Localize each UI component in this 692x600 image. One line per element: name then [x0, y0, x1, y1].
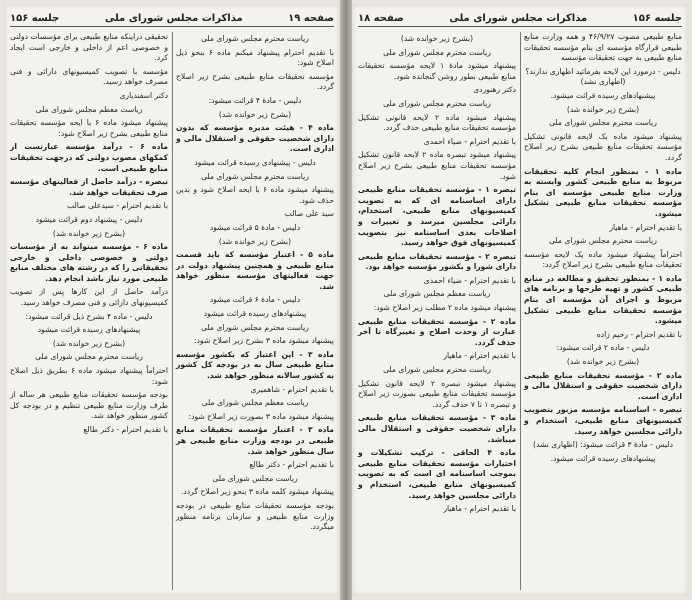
paragraph: ریاست محترم مجلس شورای ملی: [35, 352, 143, 362]
paragraph: پیشنهاد میشود ماده ۲ مطلب زیر اصلاح شود:: [373, 303, 516, 313]
paragraph: ریاست محترم مجلس شورای ملی: [383, 365, 491, 375]
paragraph: دلیس - مادهٔ ۶ قرائت میشود: [209, 295, 301, 305]
paragraph: دلیس - ماده ۲ قرائت میشود:: [556, 343, 650, 353]
paragraph: ریاست معظم مجلس شورای ملی: [35, 104, 143, 114]
paragraph: ماده ۴ - هیئت مدیره مؤسسه که بدون دارای شخصیت حقوقی و استقلال مالی و اداری است.: [176, 123, 335, 154]
paragraph: پیشنهاد میشود ماده ۶ با ایحه مؤسسه تحقیقات منابع طبیعی بشرح زیر اصلاح شود:: [10, 118, 168, 138]
paragraph: ریاست معظم مجلس شورای ملی: [201, 398, 309, 408]
left-page-left-column: [10, 32, 168, 590]
paragraph: ماده ۲ - مؤسسه تحقیقات منابع طبیعی عبارت از وحدت اصلاح و تغییرگاه تا آخر حذف گردد.: [358, 316, 517, 347]
paragraph: بودجه مؤسسه تحقیقات منابع طبیعی هر ساله از طرف وزارت منابع طبیعی تنظیم و در بودجه کل کشور منظور خواهد شد.: [10, 390, 168, 421]
column-divider: [520, 32, 521, 590]
paragraph: با تقدیم احترام پیشنهاد میکنم ماده ۶ بنحو ذیل اصلاح شود:: [176, 47, 335, 68]
paragraph: ریاست محترم مجلس شورای ملی: [549, 118, 657, 128]
paragraph: پیشنهاد میشود ماده ۳ بصورت زیر اصلاح شود:: [188, 411, 334, 421]
paragraph: دلیس - مادهٔ ۳ قرائت میشود: (اظهاری نشد): [532, 440, 674, 450]
paragraph: با تقدیم احترام - ماهیار: [443, 351, 516, 361]
paragraph: دلیس - ماده ۴ بشرح ذیل قرائت میشود:: [25, 311, 153, 321]
paragraph: (بشرح زیر خوانده شد): [566, 104, 640, 114]
paragraph: پیشنهادهای رسیده قرائت میشود: [37, 325, 141, 335]
paragraph: تحقیقی دراینکه منابع طبیعی برای مؤسسات دولتی و خصوصی اعم از داخلی و خارجی است ایجاد کرد.: [9, 32, 168, 63]
paragraph: (بشرح زیر خوانده شد): [218, 236, 292, 246]
paragraph: بودجه مؤسسه تحقیقات منابع طبیعی در بودجه وزارت منابع طبیعی و سازمان برنامه منظور میگردد.: [176, 500, 334, 532]
paragraph: دلیس - مادهٔ ۵ قرائت میشود: [209, 222, 301, 232]
paragraph: منابع طبیعی مصوب ۴۶/۹/۲۷ و همه وزارت منابع طبیعی قرارگاه مؤسسه ای بنام مؤسسه تحقیقات منابع طبیعی به جهت تحقیقات مؤسسه: [524, 32, 682, 63]
right-page-header: [358, 10, 682, 27]
right-page-right-column: [524, 32, 682, 590]
session-number: جلسه ۱۵۶: [10, 12, 60, 24]
paragraph: با تقدیم احترام - ضیاء احمدی: [423, 136, 516, 146]
paragraph: ماده ۳ - این اعتبار که بکشور مؤسسه منابع طبیعی سال به در بودجه کل کشور به کشور سالانه منظور خواهد شد.: [176, 349, 334, 381]
paragraph: با تقدیم احترام - دکتر طالع: [83, 425, 168, 434]
paragraph: ماده ۶ - مؤسسه میتواند به از مؤسسات دولتی و خصوصی داخلی و خارجی تحقیقاتی را که در رشته های مختلف منابع طبیعی مورد نیاز باشد انجام دهد.: [10, 242, 168, 283]
paragraph: ماده ۱ - بمنظور تحقیق و مطالعه در منابع طبیعی کشور و تهیه طرحها و برنامه های مربوط و اجرای آن مؤسسه ای بنام مؤسسه تحقیقات منابع طبیعی تشکیل میشود.: [524, 273, 683, 326]
paragraph: ماده ۶ - درآمد مؤسسه عبارتست از کمکهای مصوب دولتی که درجهت تحقیقات منابع طبیعی است.: [10, 142, 168, 173]
paragraph: پیشنهاد میشود تبصره ماده ۲ لایحه قانون تشکیل مؤسسه تحقیقات منابع طبیعی بشرح زیر اصلاح شود.: [358, 150, 516, 181]
column-divider: [172, 32, 173, 590]
paragraph: ریاست محترم مجلس شورای ملی: [549, 236, 657, 246]
paragraph: ریاست محترم مجلس شورای ملی: [201, 34, 309, 43]
paragraph: (بشرح زیر خوانده شد): [218, 109, 292, 119]
paragraph: سید علی صالب: [284, 209, 334, 219]
paragraph: تبصره - اساسنامه مؤسسه مزبور بتصویب کمیسیونهای منابع طبیعی، استخدام و دارائی مجلسین خواهد رسید.: [524, 405, 682, 436]
page-number: صفحه ۱۸: [358, 12, 404, 24]
paragraph: ریاست معظم مجلس شورای ملی: [383, 289, 491, 299]
left-page: [4, 4, 340, 596]
paragraph: با تقدیم احترام - شاهمیری: [250, 384, 334, 394]
paragraph: با تقدیم احترام - دکتر طالع: [249, 460, 334, 470]
paragraph: دلیس - درمورد این لایحه بفرمائید اظهاری ندارند؟ (اظهاری نشد): [525, 66, 681, 87]
paragraph: پیشنهادهای رسیده قرائت میشود.: [550, 453, 656, 463]
paragraph: با تقدیم احترام - ماهیار: [443, 504, 516, 514]
session-number: جلسه ۱۵۶: [632, 12, 682, 24]
left-page-right-column: [176, 32, 334, 590]
paragraph: (بشرح زیر خوانده شد): [52, 228, 126, 238]
paragraph: پیشنهاد میشود ماده یک لایحه قانونی تشکیل مؤسسه تحقیقات منابع طبیعی بشرح زیر اصلاح گردد.: [524, 131, 682, 162]
paragraph: ماده ۴ الحاقی - ترکیب تشکیلات و اختیارات مؤسسه تحقیقات منابع طبیعی بموجب اساسنامه ای است که به تصویب کمیسیونهای منابع طبیعی، استخدام و دارائی مجلسین خواهد رسید.: [358, 448, 516, 500]
paragraph: ریاست محترم مجلس شورای ملی: [201, 322, 309, 332]
paragraph: دلیس - مادهٔ ۴ قرائت میشود:: [208, 95, 302, 105]
paragraph: با تقدیم احترام - ماهیار: [609, 222, 682, 232]
book-gutter: [340, 0, 352, 600]
paragraph: پیشنهاد میشود ماده ۲ لایحه قانونی تشکیل مؤسسه تحقیقات منابع طبیعی حذف گردد.: [358, 112, 516, 133]
paragraph: پیشنهاد میشود کلمه ماده ۳ بنحو زیر اصلاح گردد.: [180, 487, 334, 497]
paragraph: (بشرح زیر خوانده شد): [566, 357, 640, 367]
right-page: [352, 4, 688, 596]
paragraph: پیشنهادهای رسیده قرائت میشود.: [550, 90, 656, 100]
paragraph: پیشنهاد میشود مادهٔ ۱ لایحه مؤسسه تحقیقات منابع طبیعی بطور روشن گنجانده شود.: [358, 61, 516, 81]
paragraph: مؤسسه با تصویب کمیسیونهای دارائی و فنی مصرف خواهد رسید.: [10, 66, 168, 87]
paragraph: احتراماً پیشنهاد میشود ماده یک لایحه مؤسسه تحقیقات منابع طبیعی بشرح زیر اصلاح گردد:: [524, 249, 682, 270]
paragraph: پیشنهادهای رسیده قرائت میشود: [203, 309, 307, 319]
paragraph: ماده ۳ - اعتبار مؤسسه تحقیقات منابع طبیعی در بودجه وزارت منابع طبیعی هر سال منظور خواهد شد.: [176, 425, 334, 456]
paragraph: دکتر اسفندیاری: [119, 90, 168, 100]
paragraph: مؤسسه تحقیقات منابع طبیعی بشرح زیر اصلاح گردد.: [176, 71, 334, 92]
paragraph: پیشنهاد میشود تبصره ۲ لایحه قانون تشکیل مؤسسه تحقیقات منابع طبیعی بصورت زیر اصلاح و تبصره ۱ تا ۷ حذف گردد.: [358, 378, 516, 409]
paragraph: درآمد حاصل از این کارها پس از تصویب کمیسیونهای دارائی و فنی مصرف خواهد رسید.: [10, 287, 168, 308]
paragraph: احتراماً پیشنهاد میشود ماده ۶ بطریق ذیل اصلاح شود:: [10, 366, 168, 386]
paragraph: ماده ۵ - اعتبار مؤسسه که باید قسمت منابع طبیعی و همچنین پیشنهاد دولت در جهت فعالیتهای مؤسسه منظور خواهد شد.: [176, 250, 334, 291]
paragraph: ریاست محترم مجلس شورای ملی: [383, 98, 491, 108]
page-title: مذاکرات مجلس شورای ملی: [449, 12, 588, 24]
paragraph: دلیس - پیشنهادی رسیده قرائت میشود: [194, 157, 316, 167]
paragraph: (بشرح زیر خوانده شد): [52, 338, 126, 348]
paragraph: با تقدیم احترام - ضیاء احمدی: [423, 275, 516, 285]
paragraph: (بشرح زیر خوانده شد): [400, 34, 474, 43]
paragraph: ماده ۱ - بمنظور انجام کلیه تحقیقات مربوط به منابع طبیعی کشور وابسته به وزارت منابع طبیعی مؤسسه ای بنام مؤسسه تحقیقات منابع طبیعی تشکیل میشود.: [524, 166, 682, 218]
paragraph: تبصره ۱ - مؤسسه تحقیقات منابع طبیعی دارای اساسنامه ای که به تصویب کمیسیونهای منابع طبیعی، استخدام، دارائی مجلسین میرسد و تغییرات و اصلاحات بعدی اساسنامه نیز بتصویب کمیسیونهای فوق خواهد رسید.: [358, 185, 516, 248]
paragraph: تبصره - درآمد حاصل از فعالیتهای مؤسسه صرف تحقیقات خواهد شد.: [10, 177, 168, 197]
paragraph: با تقدیم احترام - سیدعلی صالب: [67, 201, 168, 211]
paragraph: پیشنهاد میشود ماده ۳ بشرح زیر اصلاح شود:: [193, 336, 334, 346]
paragraph: ریاست محترم مجلس شورای ملی: [201, 171, 309, 181]
page-title: مذاکرات مجلس شورای ملی: [104, 12, 243, 24]
left-page-header: [10, 10, 334, 27]
paragraph: ریاست مجلس شورای ملی: [212, 473, 298, 483]
paragraph: پیشنهاد میشود ماده ۶ با ایحه اصلاح شود و بدین حذف شود.: [176, 185, 334, 205]
paragraph: با تقدیم احترام - رحیم زاده: [596, 329, 682, 339]
paragraph: دکتر رهنوردی: [473, 85, 516, 95]
page-number: صفحه ۱۹: [288, 12, 334, 24]
paragraph: ماده ۲ - مؤسسه تحقیقات منابع طبیعی دارای شخصیت حقوقی و استقلال مالی و اداری است.: [524, 370, 683, 401]
paragraph: ریاست محترم مجلس شورای ملی: [383, 47, 491, 57]
paragraph: ماده ۳ - مؤسسه تحقیقات منابع طبیعی دارای شخصیت حقوقی و استقلال مالی میباشد.: [358, 413, 517, 444]
paragraph: دلیس - پیشنهاد دوم قرائت میشود: [35, 214, 143, 224]
right-page-left-column: [358, 32, 516, 590]
paragraph: تبصره ۲ - مؤسسه تحقیقات منابع طبیعی دارای شورا و بکشور مؤسسه خواهد بود.: [358, 251, 516, 272]
